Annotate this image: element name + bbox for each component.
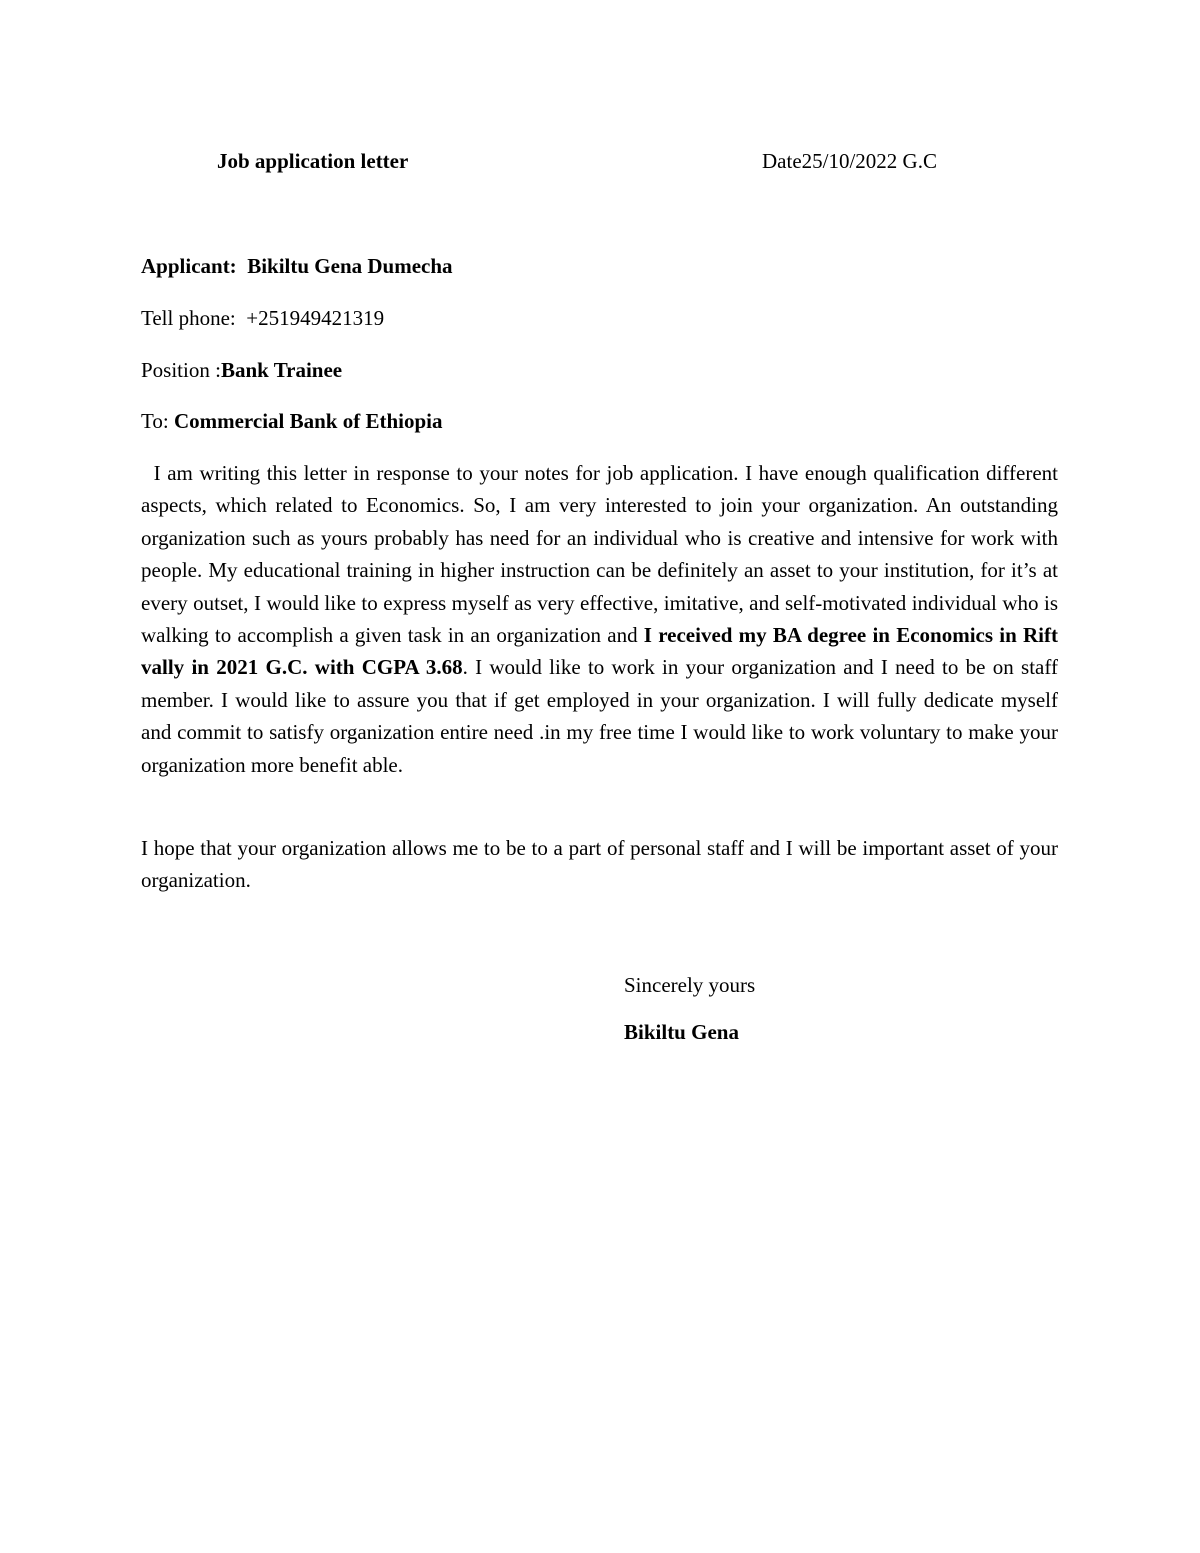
position-value: Bank Trainee [220, 358, 343, 382]
recipient-label: To: [141, 409, 169, 433]
applicant-name: Bikiltu Gena Dumecha [247, 254, 453, 278]
signature-name: Bikiltu Gena [624, 1020, 739, 1044]
applicant-line [141, 253, 453, 279]
body-text-part1: I am writing this letter in response to your notes for job application. I have enough qualification different aspects, which related to Economics. So, I am very interested to join your organization. An outstanding organization such as yours probably has need for an individual who is creative and intensive for work with people. My educational training in higher instruction can be definitely an asset to your institution, for it’s at every outset, I would like to express myself as very effective, imitative, and self-motivated individual who is walking to accomplish a given task in an organization and [141, 461, 1058, 648]
phone-line [141, 305, 384, 331]
body-paragraph-closing: I hope that your organization allows me to be to a part of personal staff and I will be important asset of your organization. [141, 836, 1058, 893]
position-line [141, 357, 342, 383]
phone-value: +251949421319 [246, 306, 385, 330]
recipient-value: Commercial Bank of Ethiopia [173, 409, 443, 433]
position-label: Position : [141, 358, 221, 382]
applicant-label: Applicant: [141, 254, 237, 278]
phone-label: Tell phone: [141, 306, 236, 330]
recipient-line [141, 408, 443, 434]
body-text-part2: . I would like to work in your organization and I need to be on staff member. I would like to assure you that if get employed in your organization. I will fully dedicate myself and commit to satisfy organization entire need .in my free time I would like to work voluntary to make your organization more benefit able. [141, 655, 1058, 777]
letter-title: Job application letter [217, 149, 409, 173]
letter-date: Date25/10/2022 G.C [762, 149, 937, 173]
body-paragraph-main [141, 457, 1058, 781]
degree-highlight: I received my BA degree in Economics in Rift vally in 2021 G.C. with CGPA 3.68 [141, 623, 1058, 680]
closing-salutation: Sincerely yours [624, 973, 756, 997]
